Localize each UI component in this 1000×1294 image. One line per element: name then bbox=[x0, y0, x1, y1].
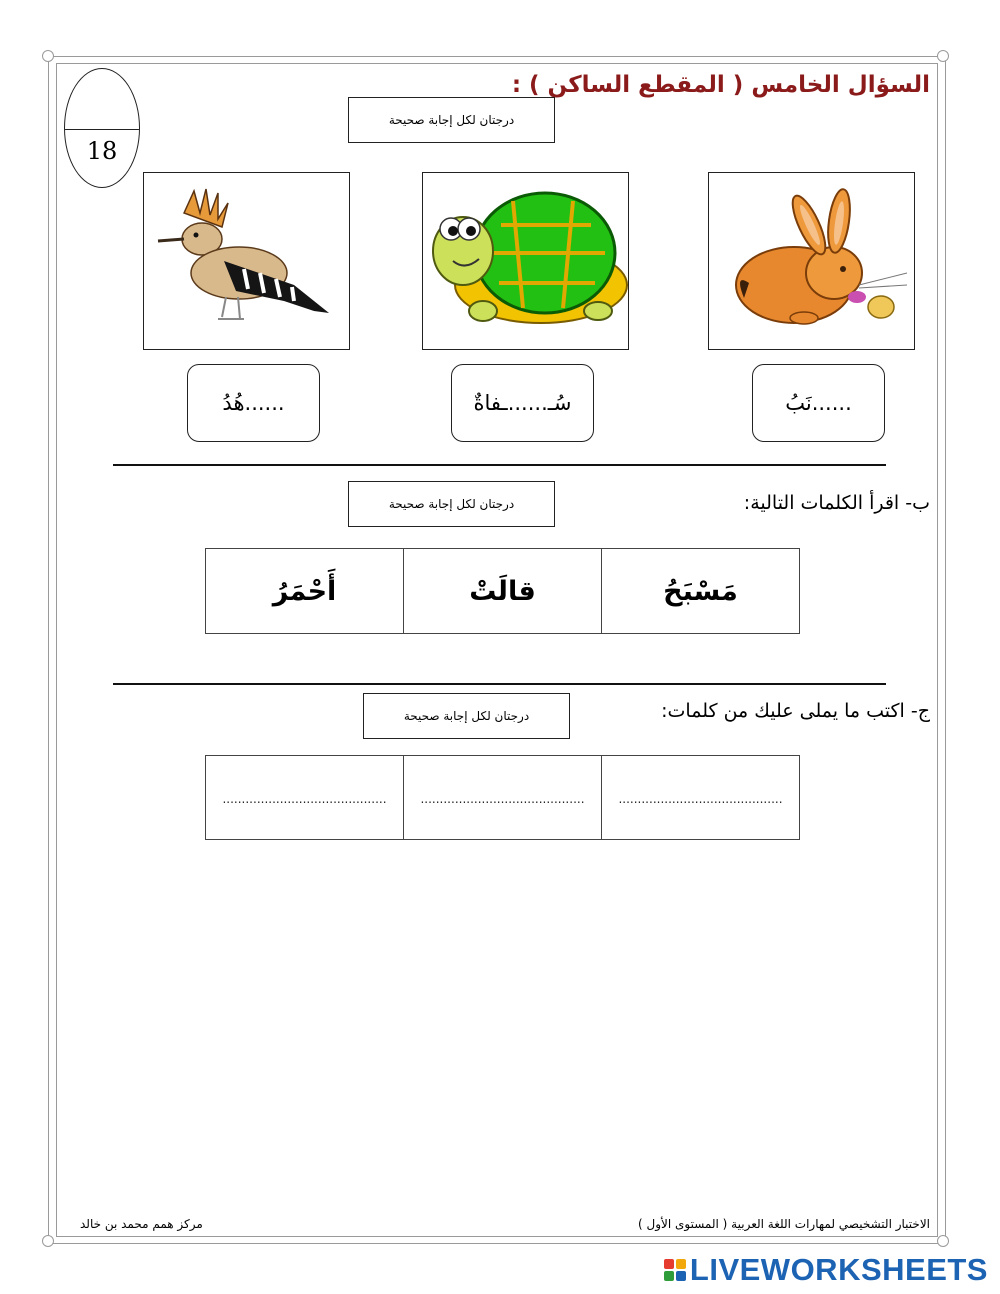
section-c-question: ج- اكتب ما يملى عليك من كلمات: bbox=[661, 700, 930, 722]
dictation-cell[interactable] bbox=[602, 756, 800, 840]
question-title: السؤال الخامس ( المقطع الساكن ) : bbox=[511, 72, 930, 98]
dictation-cell[interactable] bbox=[404, 756, 602, 840]
dictation-blank[interactable]: ........................................... bbox=[618, 792, 783, 806]
footer-center-name: مركز همم محمد بن خالد bbox=[80, 1217, 203, 1231]
word-box-rabbit[interactable]: ......نَبُ bbox=[752, 364, 885, 442]
dictation-cell[interactable] bbox=[206, 756, 404, 840]
corner-ornament bbox=[937, 50, 949, 62]
grade-note-box: درجتان لكل إجابة صحيحة bbox=[348, 97, 555, 143]
rabbit-icon bbox=[709, 173, 914, 349]
section-divider bbox=[113, 464, 886, 466]
grade-note-box: درجتان لكل إجابة صحيحة bbox=[348, 481, 555, 527]
score-value: 18 bbox=[86, 137, 118, 165]
corner-ornament bbox=[42, 50, 54, 62]
liveworksheets-logo[interactable] bbox=[664, 1252, 988, 1288]
hoopoe-picture bbox=[143, 172, 350, 350]
word-box-hoopoe[interactable]: ......هُدُ bbox=[187, 364, 320, 442]
reading-word: مَسْبَحُ bbox=[663, 575, 738, 607]
turtle-icon bbox=[423, 173, 628, 349]
reading-word-cell bbox=[404, 549, 602, 634]
score-oval bbox=[64, 68, 140, 188]
corner-ornament bbox=[937, 1235, 949, 1247]
reading-word: قالَتْ bbox=[469, 575, 536, 607]
corner-ornament bbox=[42, 1235, 54, 1247]
logo-text: LIVEWORKSHEETS bbox=[689, 1252, 988, 1287]
section-b-question: ب- اقرأ الكلمات التالية: bbox=[743, 492, 930, 514]
dictation-table bbox=[205, 755, 800, 840]
footer-test-title: الاختبار التشخيصي لمهارات اللغة العربية ( المستوى الأول ) bbox=[638, 1217, 930, 1231]
reading-word: أَحْمَرُ bbox=[272, 575, 337, 607]
hoopoe-icon bbox=[144, 173, 349, 349]
turtle-picture bbox=[422, 172, 629, 350]
rabbit-picture bbox=[708, 172, 915, 350]
logo-icon bbox=[664, 1259, 686, 1281]
reading-words-table bbox=[205, 548, 800, 634]
reading-word-cell bbox=[206, 549, 404, 634]
reading-word-cell bbox=[602, 549, 800, 634]
dictation-blank[interactable]: ........................................... bbox=[420, 792, 585, 806]
grade-note-box: درجتان لكل إجابة صحيحة bbox=[363, 693, 570, 739]
section-divider bbox=[113, 683, 886, 685]
dictation-blank[interactable]: ........................................... bbox=[222, 792, 387, 806]
word-box-turtle[interactable]: سُـ......ـفاةٌ bbox=[451, 364, 594, 442]
score-divider bbox=[65, 129, 139, 130]
